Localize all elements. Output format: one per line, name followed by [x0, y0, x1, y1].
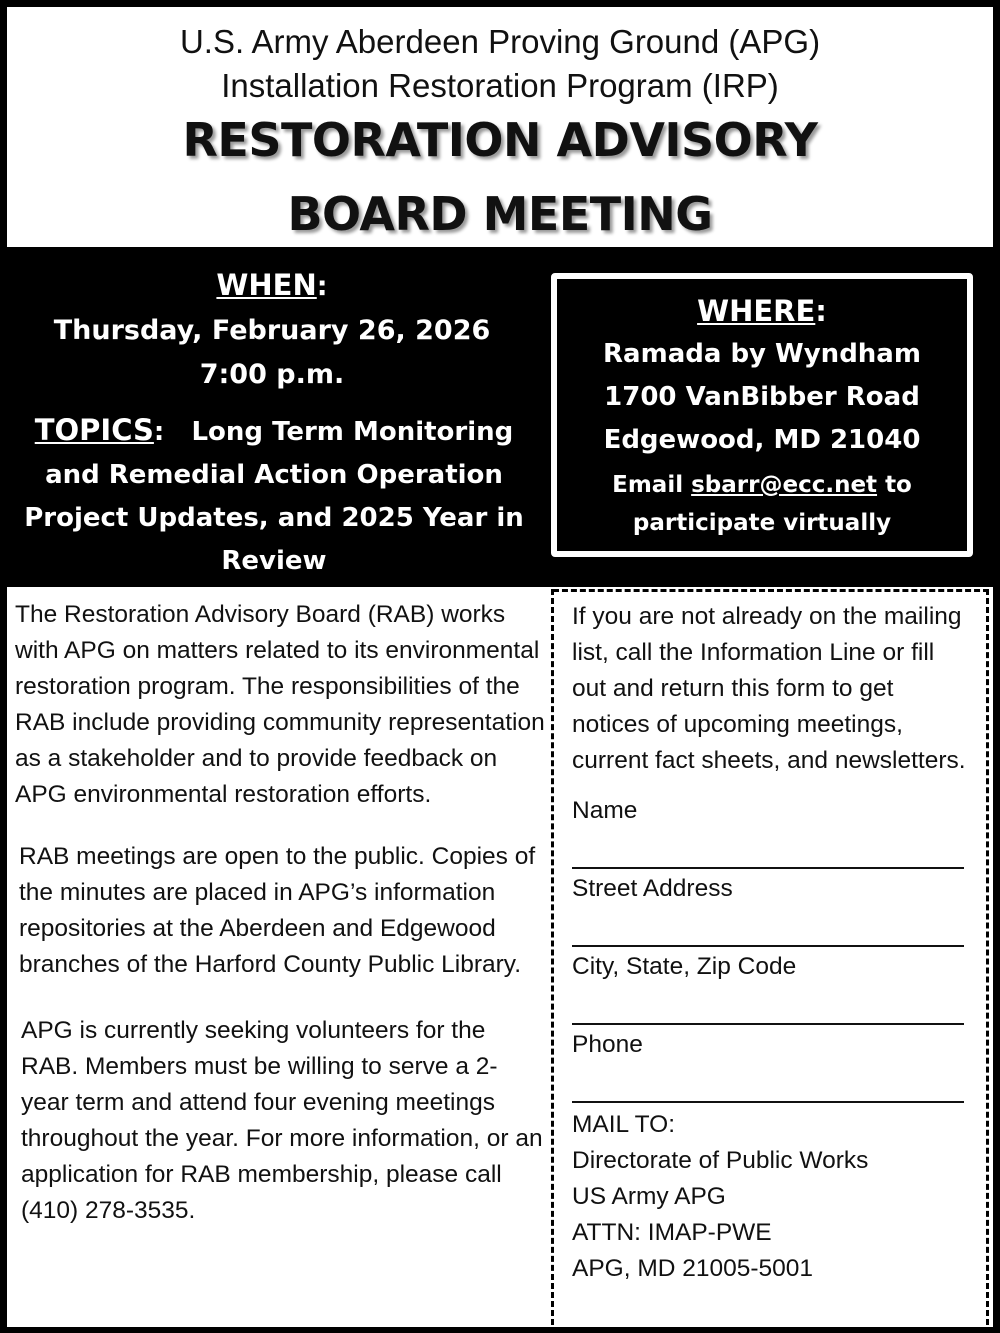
rab-description: [15, 597, 545, 1229]
when-colon: :: [316, 271, 328, 302]
meeting-info-band: [7, 251, 993, 583]
rab-volunteers-paragraph: APG is currently seeking volunteers for the RAB. Members must be willing to serve a 2-year term and attend four evening meetings throughout the year. For more information, or an application for RAB membership, please call (410) 278-3535.: [21, 1017, 543, 1224]
city-state-zip-field[interactable]: [572, 985, 964, 1025]
venue-street: 1700 VanBibber Road: [604, 382, 920, 412]
topics-section: [21, 409, 527, 583]
cut-line-top: [553, 589, 989, 592]
street-address-label: Street Address: [572, 875, 733, 902]
cut-line-left: [551, 589, 554, 1325]
street-address-field[interactable]: [572, 907, 964, 947]
cut-line-right: [986, 589, 989, 1325]
mail-to-line-3: ATTN: IMAP-PWE: [572, 1219, 772, 1246]
city-state-zip-label: City, State, Zip Code: [572, 953, 797, 980]
rab-public-paragraph: RAB meetings are open to the public. Copies of the minutes are placed in APG’s information repositories at the Aberdeen and Edgewood branches of the Harford County Public Library.: [19, 843, 536, 978]
flyer-header: [7, 7, 993, 247]
header-title-line-1: RESTORATION ADVISORY: [182, 113, 818, 167]
topics-text: Long Term Monitoring and Remedial Action Operation Project Updates, and 2025 Year in Review: [24, 417, 524, 576]
mail-to-line-1: Directorate of Public Works: [572, 1147, 869, 1174]
mailing-list-form: [572, 599, 972, 1287]
topics-colon: :: [153, 417, 165, 447]
header-title-line-2: BOARD MEETING: [287, 187, 713, 241]
phone-field[interactable]: [572, 1063, 964, 1103]
venue-name: Ramada by Wyndham: [603, 339, 921, 369]
rab-purpose-paragraph: The Restoration Advisory Board (RAB) works with APG on matters related to its environmental restoration program. The responsibilities of the RAB include providing community representation as a stakeholder and to provide feedback on APG environmental restoration efforts.: [15, 601, 545, 808]
mail-to-line-2: US Army APG: [572, 1183, 726, 1210]
meeting-time: 7:00 p.m.: [199, 359, 345, 390]
name-label: Name: [572, 797, 638, 824]
email-link[interactable]: sbarr@ecc.net: [691, 472, 878, 498]
phone-label: Phone: [572, 1031, 643, 1058]
where-colon: :: [815, 294, 827, 328]
virtual-participation: [557, 466, 967, 542]
when-section: [17, 263, 527, 397]
where-heading: [557, 289, 967, 333]
where-label: WHERE: [697, 294, 816, 328]
venue-city: Edgewood, MD 21040: [603, 425, 921, 455]
header-program: Installation Restoration Program (IRP): [221, 67, 779, 104]
mail-to-line-4: APG, MD 21005-5001: [572, 1255, 814, 1282]
header-organization: U.S. Army Aberdeen Proving Ground (APG): [179, 23, 821, 60]
meeting-date: Thursday, February 26, 2026: [53, 315, 491, 346]
mail-to-label: MAIL TO:: [572, 1111, 676, 1138]
name-field[interactable]: [572, 829, 964, 869]
topics-label: TOPICS: [34, 413, 154, 447]
email-suffix: to participate virtually: [632, 472, 912, 536]
lower-section: [7, 587, 993, 1327]
email-prefix: Email: [612, 472, 684, 498]
where-box: [551, 273, 973, 557]
form-intro: If you are not already on the mailing list, call the Information Line or fill out and return this form to get notices of upcoming meetings, current fact sheets, and newsletters.: [572, 603, 966, 774]
when-label: WHEN: [216, 268, 317, 302]
mail-to-address: [572, 1107, 972, 1287]
